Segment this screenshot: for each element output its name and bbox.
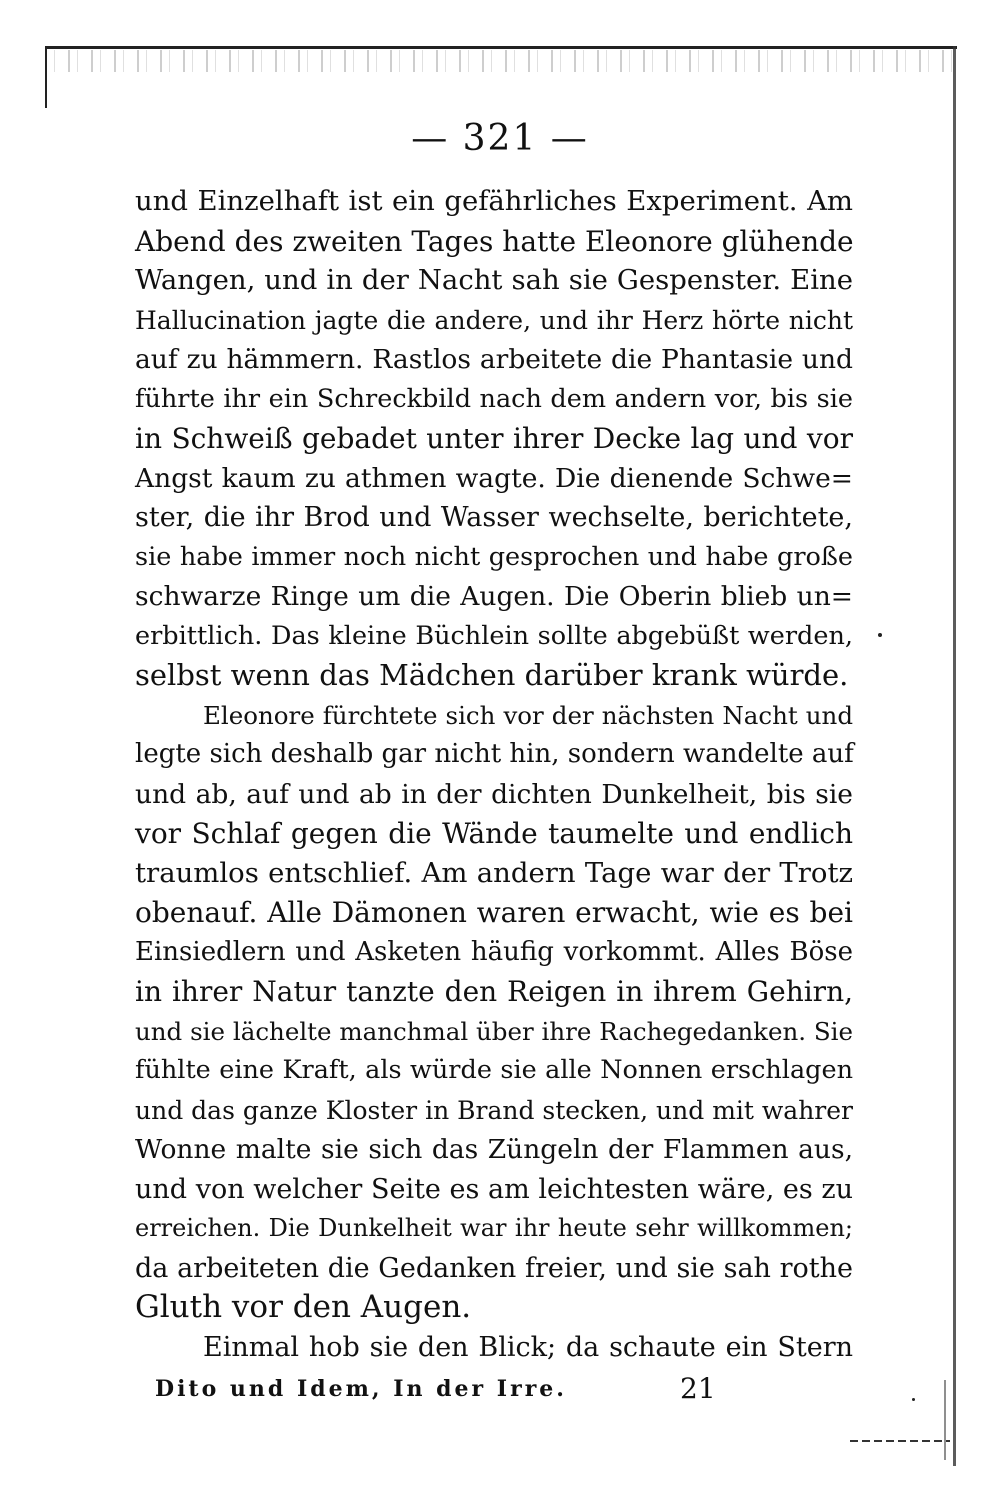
text-line: Gluth vor den Augen.	[135, 1289, 472, 1325]
text-line: Angst kaum zu athmen wagte. Die dienende Schwe=	[135, 462, 853, 494]
text-line: schwarze Ringe um die Augen. Die Oberin blieb un=	[135, 581, 853, 612]
signature-number: 21	[680, 1372, 716, 1405]
page-number: — 321 —	[411, 118, 589, 159]
text-line: erreichen. Die Dunkelheit war ihr heute sehr willkommen;	[135, 1214, 853, 1242]
text-line: traumlos entschlief. Am andern Tage war der Trotz	[135, 856, 853, 889]
text-line: Hallucination jagte die andere, und ihr Herz hörte nicht	[135, 305, 853, 335]
text-line: legte sich deshalb gar nicht hin, sondern wandelte auf	[135, 739, 854, 769]
text-line: Wangen, und in der Nacht sah sie Gespenster. Eine	[135, 264, 853, 296]
text-line: führte ihr ein Schreckbild nach dem andern vor, bis sie	[135, 383, 853, 414]
text-line: da arbeiteten die Gedanken freier, und sie sah rothe	[135, 1252, 853, 1284]
scan-edge-bottom	[850, 1440, 950, 1442]
text-line: sie habe immer noch nicht gesprochen und habe große	[135, 541, 853, 572]
signature-line: Dito und Idem, In der Irre.	[155, 1376, 567, 1402]
ink-speck	[912, 1398, 915, 1401]
text-line: Einsiedlern und Asketen häufig vorkommt. Alles Böse	[135, 936, 853, 967]
text-line: in ihrer Natur tanzte den Reigen in ihrem Gehirn,	[135, 975, 853, 1008]
text-line: Eleonore fürchtete sich vor der nächsten Nacht und	[203, 700, 853, 730]
scan-noise	[45, 50, 957, 72]
text-line: Einmal hob sie den Blick; da schaute ein Stern	[203, 1331, 853, 1363]
scan-edge-right-inner	[944, 1380, 946, 1460]
text-line: und das ganze Kloster in Brand stecken, und mit wahrer	[135, 1095, 853, 1125]
scan-edge-right	[953, 46, 956, 1466]
text-line: und sie lächelte manchmal über ihre Rachegedanken. Sie	[135, 1016, 853, 1046]
text-line: Abend des zweiten Tages hatte Eleonore glühende	[135, 224, 854, 258]
text-line: obenauf. Alle Dämonen waren erwacht, wie es bei	[135, 896, 853, 929]
text-line: auf zu hämmern. Rastlos arbeitete die Phantasie und	[135, 344, 853, 375]
text-line: fühlte eine Kraft, als würde sie alle Nonnen erschlagen	[135, 1055, 853, 1085]
scan-edge-left	[45, 46, 47, 108]
body-text	[135, 182, 853, 1367]
text-line: vor Schlaf gegen die Wände taumelte und endlich	[135, 817, 853, 850]
text-line: erbittlich. Das kleine Büchlein sollte abgebüßt werden,	[135, 620, 853, 651]
text-line: ster, die ihr Brod und Wasser wechselte, berichtete,	[135, 502, 853, 533]
text-line: Wonne malte sie sich das Züngeln der Flammen aus,	[135, 1134, 853, 1165]
ink-speck	[878, 633, 882, 637]
scan-edge-top	[45, 46, 957, 49]
text-line: in Schweiß gebadet unter ihrer Decke lag und vor	[135, 422, 853, 455]
text-line: und ab, auf und ab in der dichten Dunkelheit, bis sie	[135, 778, 853, 810]
text-line: selbst wenn das Mädchen darüber krank würde.	[135, 658, 849, 692]
text-line: und Einzelhaft ist ein gefährliches Experiment. Am	[135, 185, 853, 217]
text-line: und von welcher Seite es am leichtesten wäre, es zu	[135, 1173, 853, 1205]
page-footer	[135, 1372, 853, 1412]
